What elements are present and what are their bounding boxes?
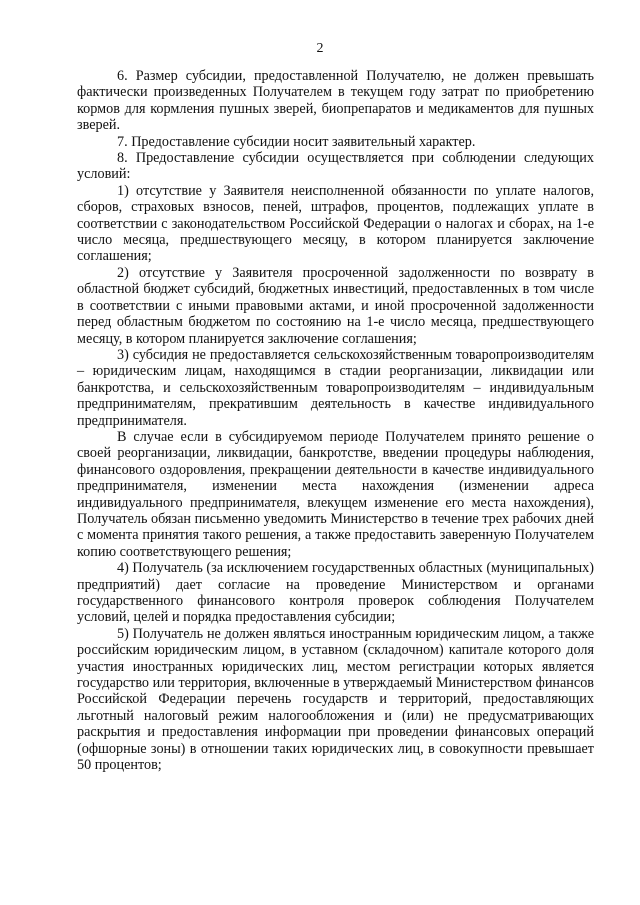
paragraph-8-conditions: 8. Предоставление субсидии осуществляется при соблюдении следующих условий: [77, 150, 594, 183]
paragraph-6-subsidy-amount: 6. Размер субсидии, предоставленной Получателю, не должен превышать фактически произведенных Получателем в текущем году затрат по приобретению кормов для кормления пушных зверей, биопрепаратов и медикаментов для пушных зверей. [77, 68, 594, 134]
condition-3-no-reorganization: 3) субсидия не предоставляется сельскохозяйственным товаропроизводителям – юридическим лицам, находящимся в стадии реорганизации, ликвидации или банкротства, и сельскохозяйственным товаропроизводителям – индивидуальным предпринимателям, прекратившим деятельность в качестве индивидуального предпринимателя. [77, 346, 594, 429]
document-body [77, 68, 594, 773]
condition-5-not-foreign-entity: 5) Получатель не должен являться иностранным юридическим лицом, а также российским юридическим лицом, в уставном (складочном) капитале которого доля участия иностранных юридических лиц, местом регистрации которых является государство или территория, включенные в утверждаемый Министерством финансов Российской Федерации перечень государств и территорий, предоставляющих льготный налоговый режим налогообложения и (или) не предусматривающих раскрытия и предоставления информации при проведении финансовых операций (офшорные зоны) в отношении таких юридических лиц, в совокупности превышает 50 процентов; [77, 625, 594, 774]
page-number: 2 [316, 41, 324, 56]
condition-1-no-tax-debt: 1) отсутствие у Заявителя неисполненной обязанности по уплате налогов, сборов, страховых взносов, пеней, штрафов, процентов, подлежащих уплате в соответствии с законодательством Российской Федерации о налогах и сборах, на 1-е число месяца, предшествующего месяцу, в котором планируется заключение соглашения; [77, 182, 594, 265]
paragraph-notification-duty: В случае если в субсидируемом периоде Получателем принято решение о своей реорганизации, ликвидации, банкротстве, введении процедуры наблюдения, финансового оздоровления, прекращении деятельности в качестве индивидуального предпринимателя, изменении места нахождения (изменении адреса индивидуального предпринимателя, влекущем изменение его места нахождения), Получатель обязан письменно уведомить Министерство в течение трех рабочих дней с момента принятия такого решения, а также предоставить заверенную Получателем копию соответствующего решения; [77, 428, 594, 560]
condition-2-no-overdue-debt: 2) отсутствие у Заявителя просроченной задолженности по возврату в областной бюджет субсидий, бюджетных инвестиций, предоставленных в том числе в соответствии с иными правовыми актами, и иной просроченной задолженности перед областным бюджетом по состоянию на 1-е число месяца, предшествующего месяцу, в котором планируется заключение соглашения; [77, 264, 594, 347]
paragraph-7-application-nature: 7. Предоставление субсидии носит заявительный характер. [117, 133, 476, 150]
condition-4-consent-to-audit: 4) Получатель (за исключением государственных областных (муниципальных) предприятий) дает согласие на проведение Министерством и органами государственного финансового контроля проверок соблюдения Получателем условий, целей и порядка предоставления субсидии; [77, 560, 594, 626]
